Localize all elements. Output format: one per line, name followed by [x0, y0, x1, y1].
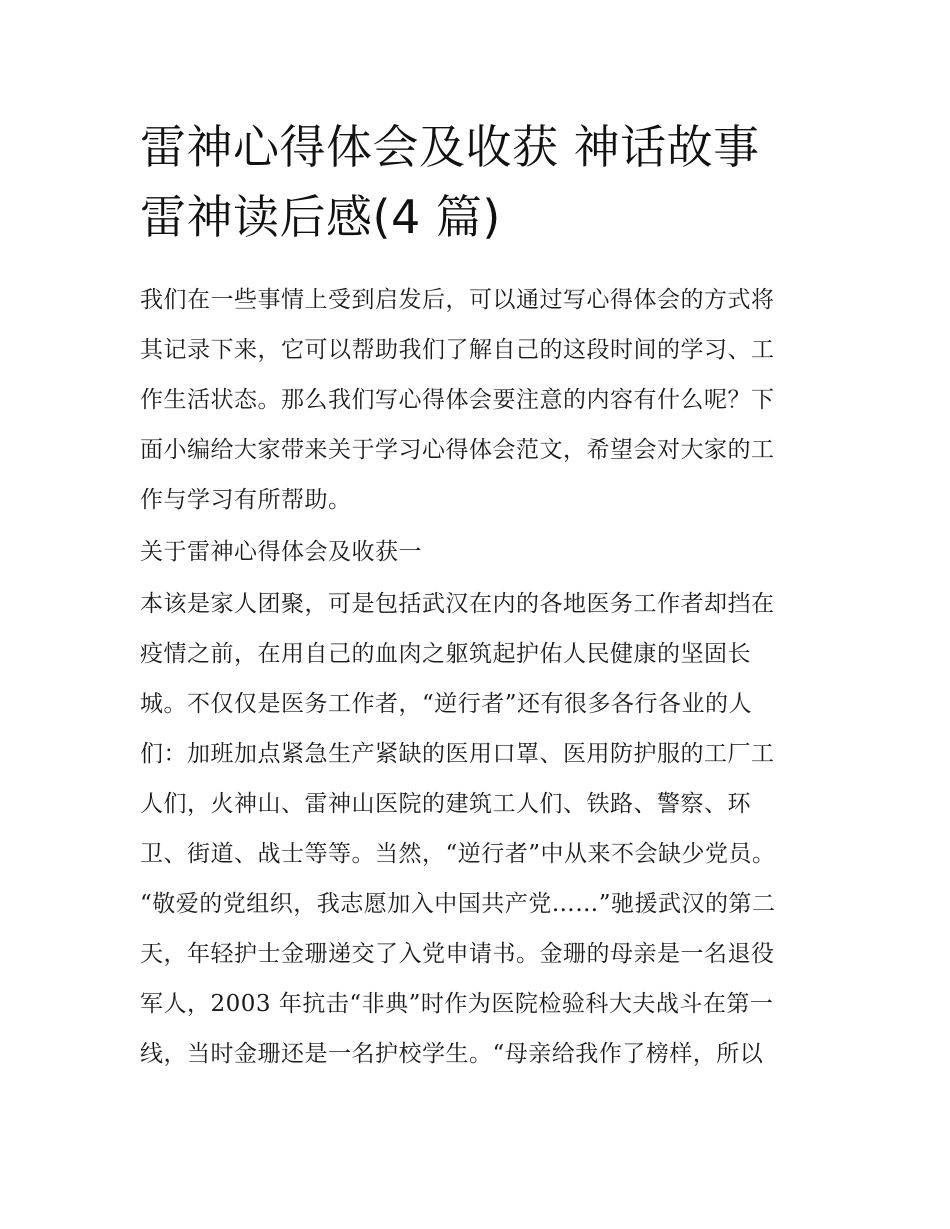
intro-line-5: 作与学习有所帮助。 — [140, 487, 352, 513]
body-line-9: 军人，2003 年抗击“非典”时作为医院检验科大夫战斗在第一 — [140, 991, 774, 1017]
intro-line-4: 面小编给大家带来关于学习心得体会范文，希望会对大家的工 — [140, 437, 775, 463]
title-line-2: 雷神读后感(4 篇) — [140, 190, 501, 244]
body-line-10: 线，当时金珊还是一名护校学生。“母亲给我作了榜样，所以 — [140, 1041, 764, 1067]
body-line-4: 们：加班加点紧急生产紧缺的医用口罩、医用防护服的工厂工 — [140, 741, 775, 767]
title-line-1: 雷神心得体会及收获 神话故事 — [140, 120, 760, 174]
page-title — [140, 112, 820, 252]
body-line-2: 疫情之前，在用自己的血肉之躯筑起护佑人民健康的坚固长 — [140, 641, 751, 667]
body-line-3: 城。不仅仅是医务工作者，“逆行者”还有很多各行各业的人 — [140, 691, 753, 717]
intro-line-3: 作生活状态。那么我们写心得体会要注意的内容有什么呢？下 — [140, 387, 775, 413]
body-line-5: 人们，火神山、雷神山医院的建筑工人们、铁路、警察、环 — [140, 791, 751, 817]
body-line-1: 本该是家人团聚，可是包括武汉在内的各地医务工作者却挡在 — [140, 591, 775, 617]
intro-line-1: 我们在一些事情上受到启发后，可以通过写心得体会的方式将 — [140, 287, 775, 313]
body-line-8: 天，年轻护士金珊递交了入党申请书。金珊的母亲是一名退役 — [140, 941, 775, 967]
body-line-7: “敬爱的党组织，我志愿加入中国共产党……”驰援武汉的第二 — [140, 891, 776, 917]
intro-line-2: 其记录下来，它可以帮助我们了解自己的这段时间的学习、工 — [140, 337, 775, 363]
section-heading: 关于雷神心得体会及收获一 — [140, 539, 422, 565]
body-line-6: 卫、街道、战士等等。当然，“逆行者”中从来不会缺少党员。 — [140, 841, 776, 867]
